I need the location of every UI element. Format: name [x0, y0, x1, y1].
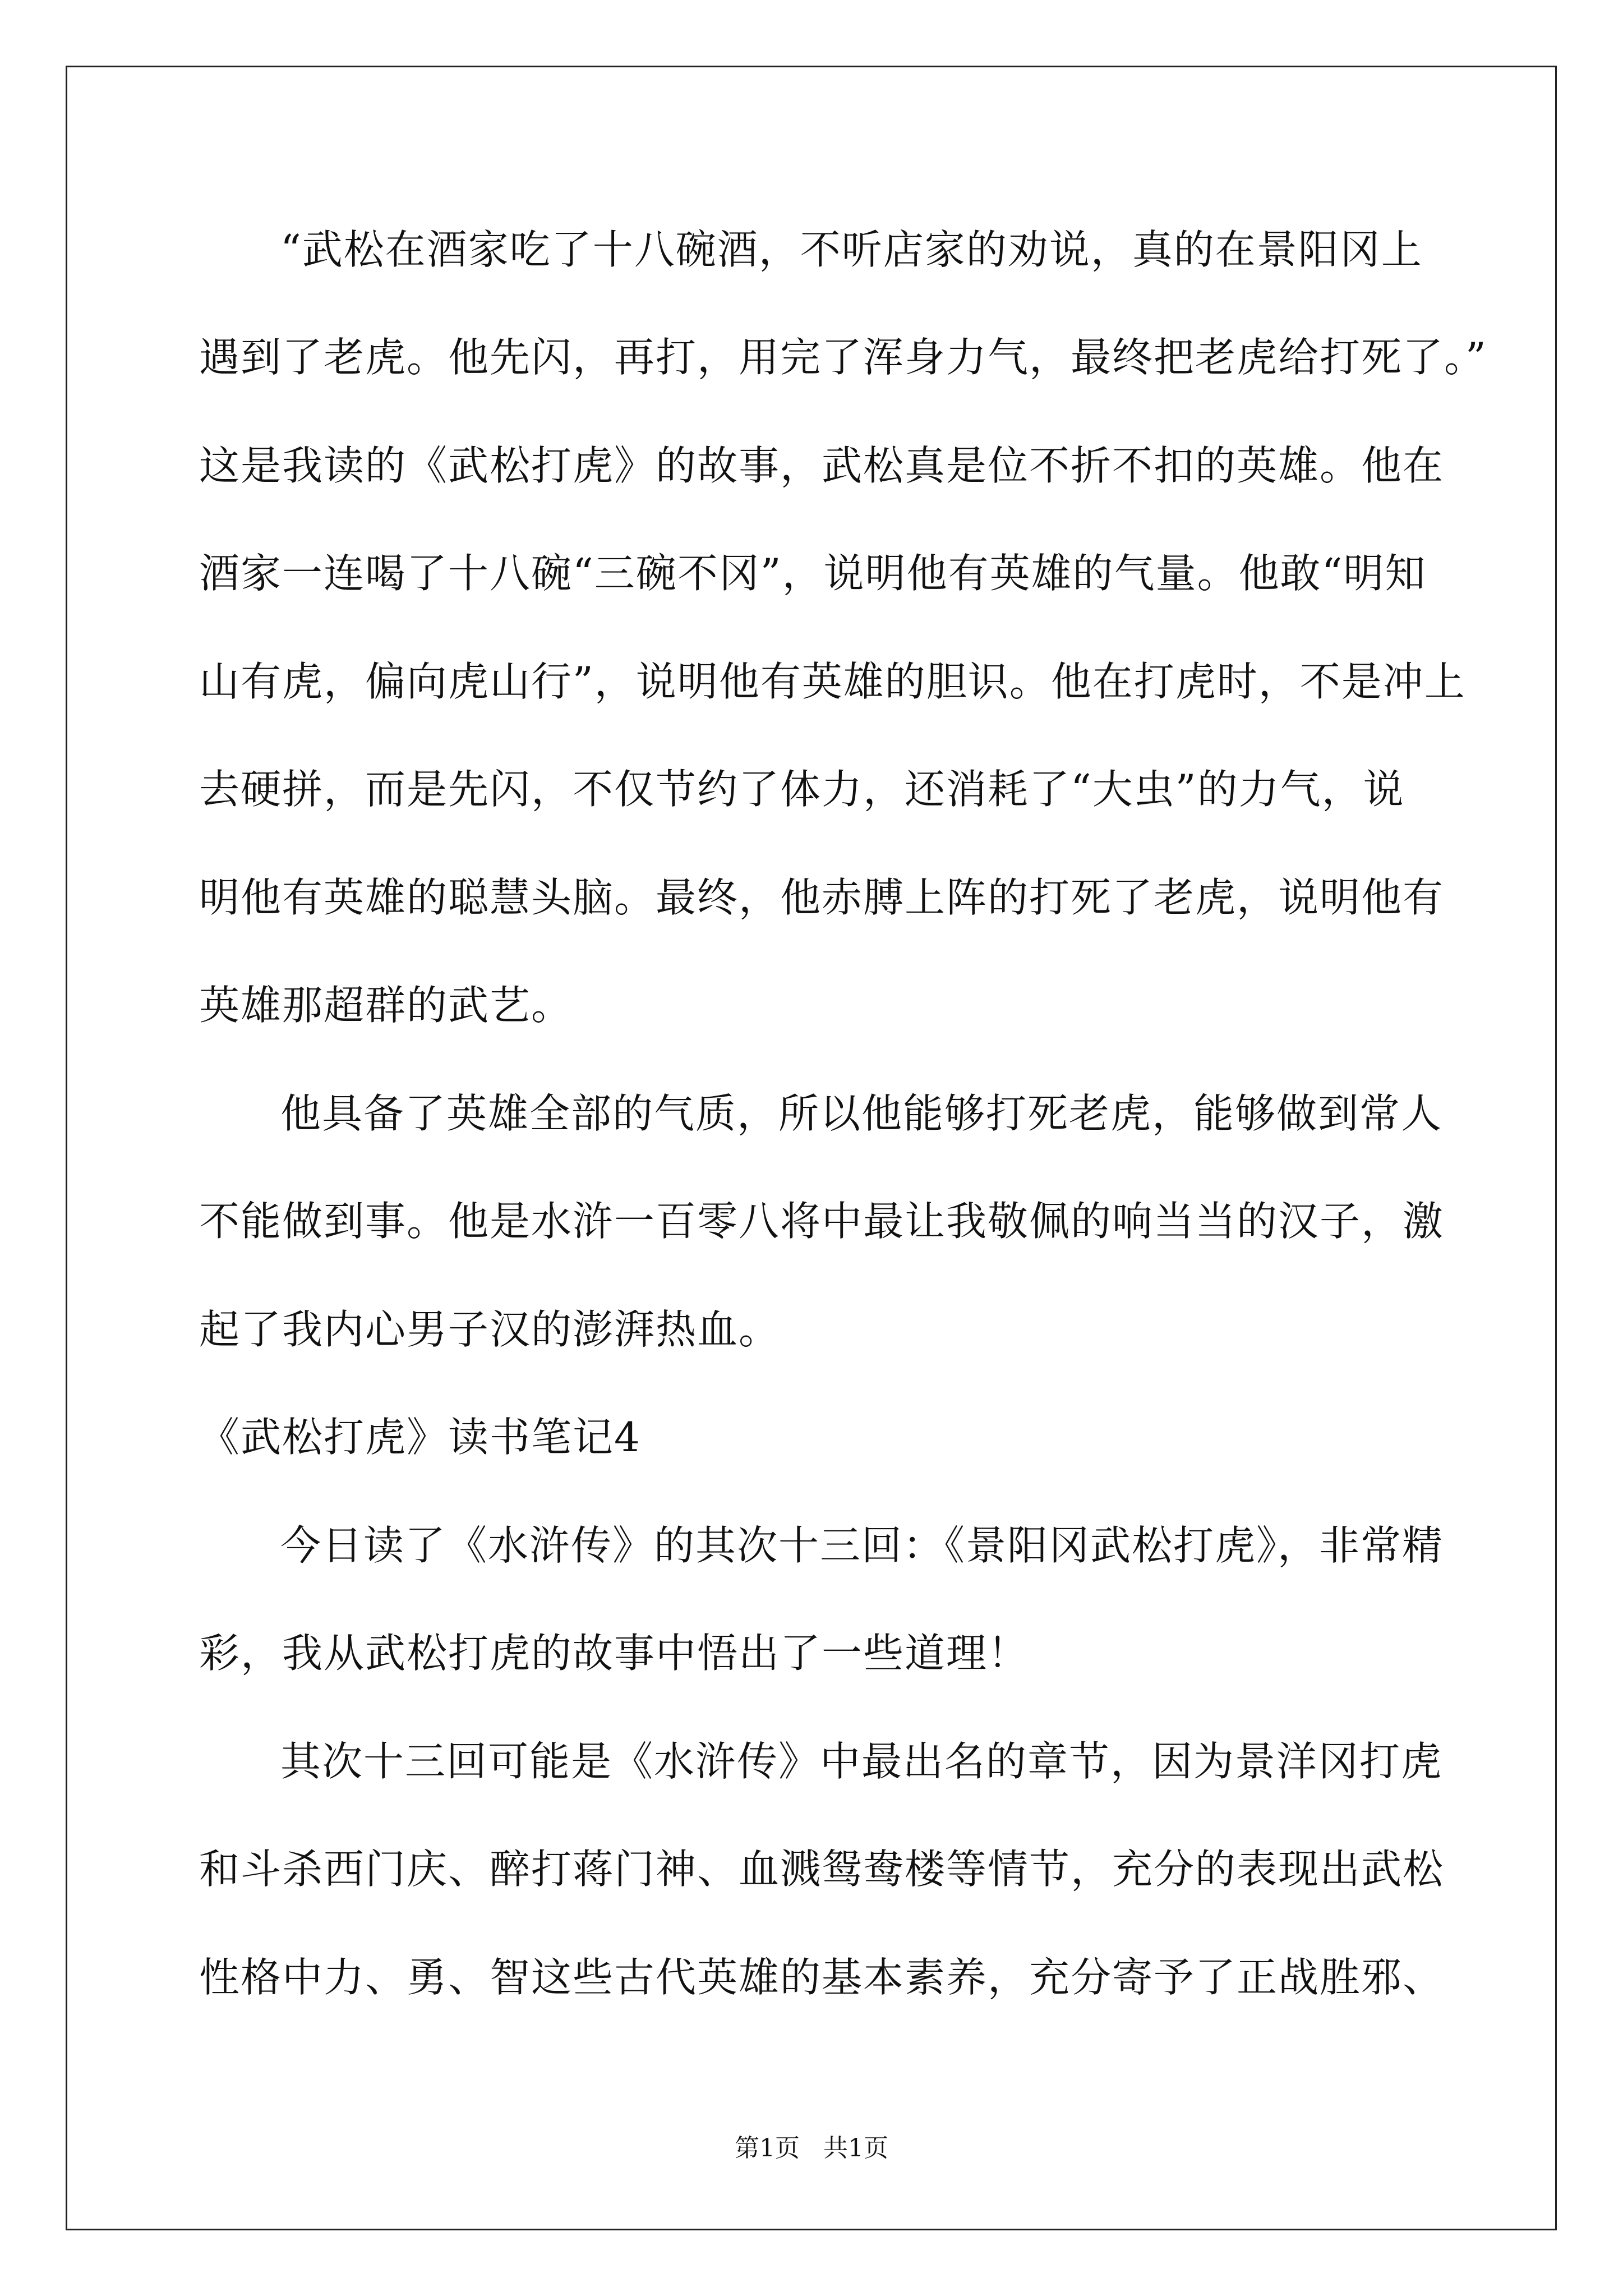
paragraph-1-line-5: 山有虎，偏向虎山行”，说明他有英雄的胆识。他在打虎时，不是冲上 [199, 658, 1466, 705]
paragraph-3-line-1: 今日读了《水浒传》的其次十三回：《景阳冈武松打虎》，非常精 [280, 1522, 1444, 1569]
paragraph-3-line-2: 彩，我从武松打虎的故事中悟出了一些道理！ [199, 1630, 1030, 1677]
paragraph-2-line-1: 他具备了英雄全部的气质，所以他能够打死老虎，能够做到常人 [280, 1090, 1443, 1137]
paragraph-1-line-4: 酒家一连喝了十八碗“三碗不冈”，说明他有英雄的气量。他敢“明知 [199, 550, 1427, 597]
section-heading: 《武松打虎》读书笔记4 [199, 1414, 641, 1461]
page-border [66, 66, 1557, 2230]
paragraph-4-line-2: 和斗杀西门庆、醉打蒋门神、血溅鸳鸯楼等情节，充分的表现出武松 [199, 1846, 1445, 1893]
page-number-footer: 第1页 共1页 [735, 2134, 888, 2162]
paragraph-1-line-8: 英雄那超群的武艺。 [199, 982, 573, 1029]
paragraph-1-line-3: 这是我读的《武松打虎》的故事，武松真是位不折不扣的英雄。他在 [199, 442, 1445, 489]
paragraph-1-line-1: “武松在酒家吃了十八碗酒，不听店家的劝说，真的在景阳冈上 [280, 226, 1423, 273]
paragraph-4-line-3: 性格中力、勇、智这些古代英雄的基本素养，充分寄予了正战胜邪、 [199, 1954, 1445, 2001]
paragraph-2-line-3: 起了我内心男子汉的澎湃热血。 [199, 1306, 781, 1353]
paragraph-2-line-2: 不能做到事。他是水浒一百零八将中最让我敬佩的响当当的汉子，激 [199, 1198, 1445, 1245]
paragraph-1-line-6: 去硬拼，而是先闪，不仅节约了体力，还消耗了“大虫”的力气，说 [199, 766, 1405, 813]
paragraph-1-line-2: 遇到了老虎。他先闪，再打，用完了浑身力气，最终把老虎给打死了。” [199, 334, 1487, 381]
paragraph-1-line-7: 明他有英雄的聪慧头脑。最终，他赤膊上阵的打死了老虎，说明他有 [199, 874, 1445, 921]
paragraph-4-line-1: 其次十三回可能是《水浒传》中最出名的章节，因为景洋冈打虎 [280, 1738, 1443, 1785]
